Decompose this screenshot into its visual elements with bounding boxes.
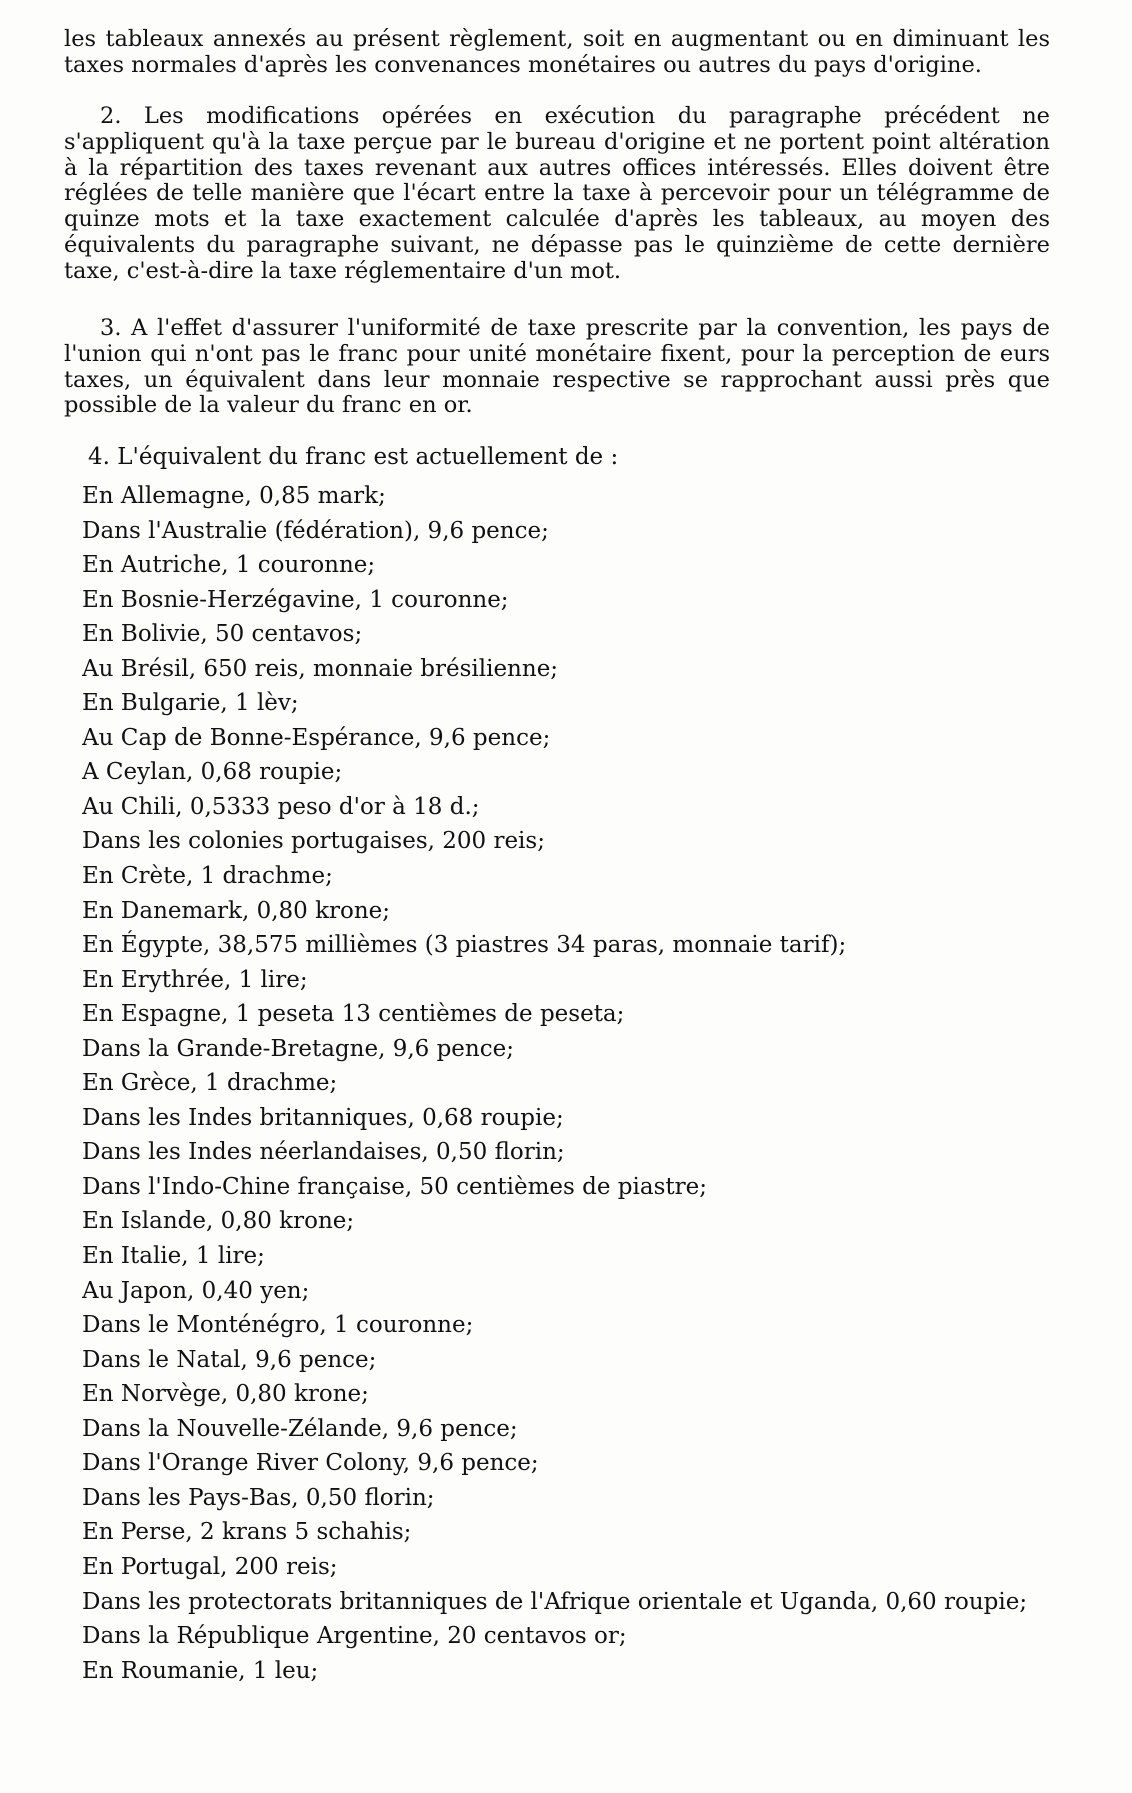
list-item: Dans la Grande-Bretagne, 9,6 pence;: [82, 1035, 514, 1062]
list-item: Dans l'Indo-Chine française, 50 centièmes de piastre;: [82, 1173, 707, 1200]
list-item: En Grèce, 1 drachme;: [82, 1070, 338, 1097]
list-item: En Bulgarie, 1 lèv;: [82, 690, 299, 717]
paragraph-3-text: A l'effet d'assurer l'uniformité de taxe prescrite par la convention, les pays de l'union qui n'ont pas le franc pour unité monétaire fixent, pour la perception de eurs taxes, un équivalent dans leur monnaie respective se rapprochant aussi près que possible de la valeur du franc en or.: [64, 315, 1050, 419]
paragraph-4-text: L'équivalent du franc est actuellement de :: [117, 444, 619, 470]
paragraph-4-number: 4.: [88, 444, 110, 470]
list-item: En Erythrée, 1 lire;: [82, 966, 308, 993]
list-item: En Perse, 2 krans 5 schahis;: [82, 1519, 412, 1546]
list-item: En Bosnie-Herzégavine, 1 couronne;: [82, 586, 509, 613]
list-item: En Norvège, 0,80 krone;: [82, 1381, 369, 1408]
paragraph-intro-text: les tableaux annexés au présent règlement, soit en augmentant ou en diminuant les taxes normales d'après les convenances monétaires ou autres du pays d'origine.: [64, 26, 1050, 78]
paragraph-3-number: 3.: [100, 315, 122, 341]
list-item: En Espagne, 1 peseta 13 centièmes de peseta;: [82, 1001, 625, 1028]
list-item: En Danemark, 0,80 krone;: [82, 897, 391, 924]
list-item: En Crète, 1 drachme;: [82, 863, 333, 890]
list-item: En Égypte, 38,575 millièmes (3 piastres 34 paras, monnaie tarif);: [82, 932, 847, 959]
list-item: Au Japon, 0,40 yen;: [82, 1277, 310, 1304]
list-item: Dans les Pays-Bas, 0,50 florin;: [82, 1484, 435, 1511]
list-item: En Islande, 0,80 krone;: [82, 1208, 355, 1235]
paragraph-3: [64, 316, 1050, 419]
paragraph-2-number: 2.: [100, 103, 122, 129]
list-item: Dans le Natal, 9,6 pence;: [82, 1346, 377, 1373]
paragraph-intro: [64, 27, 1050, 79]
list-item: Au Cap de Bonne-Espérance, 9,6 pence;: [82, 724, 551, 751]
list-item: En Portugal, 200 reis;: [82, 1553, 338, 1580]
paragraph-4-heading: [88, 443, 618, 471]
list-item: Au Brésil, 650 reis, monnaie brésilienne;: [82, 655, 559, 682]
equivalents-list: [82, 479, 1062, 1688]
list-item: En Italie, 1 lire;: [82, 1243, 265, 1270]
list-item: Dans la Nouvelle-Zélande, 9,6 pence;: [82, 1415, 518, 1442]
list-item: Dans l'Australie (fédération), 9,6 pence;: [82, 517, 549, 544]
list-item: En Roumanie, 1 leu;: [82, 1657, 319, 1684]
list-item: A Ceylan, 0,68 roupie;: [82, 759, 343, 786]
list-item: Dans le Monténégro, 1 couronne;: [82, 1312, 474, 1339]
list-item: Dans les protectorats britanniques de l'Afrique orientale et Uganda, 0,60 roupie;: [82, 1588, 1028, 1615]
list-item: En Autriche, 1 couronne;: [82, 552, 376, 579]
list-item: Au Chili, 0,5333 peso d'or à 18 d.;: [82, 793, 480, 820]
list-item: Dans les colonies portugaises, 200 reis;: [82, 828, 545, 855]
list-item: En Bolivie, 50 centavos;: [82, 621, 363, 648]
paragraph-2: [64, 104, 1050, 285]
paragraph-2-text: Les modifications opérées en exécution du paragraphe précédent ne s'appliquent qu'à la taxe perçue par le bureau d'origine et ne portent point altération à la répartition des taxes revenant aux autres offices intéressés. Elles doivent être réglées de telle manière que l'écart entre la taxe à percevoir pour un télégramme de quinze mots et la taxe exactement calculée d'après les tableaux, au moyen des équivalents du paragraphe suivant, ne dépasse pas le quinzième de cette dernière taxe, c'est-à-dire la taxe réglementaire d'un mot.: [64, 103, 1050, 284]
list-item: Dans l'Orange River Colony, 9,6 pence;: [82, 1450, 539, 1477]
list-item: Dans la République Argentine, 20 centavos or;: [82, 1623, 627, 1650]
list-item: Dans les Indes néerlandaises, 0,50 florin;: [82, 1139, 565, 1166]
list-item: En Allemagne, 0,85 mark;: [82, 483, 386, 509]
list-item: Dans les Indes britanniques, 0,68 roupie;: [82, 1104, 564, 1131]
